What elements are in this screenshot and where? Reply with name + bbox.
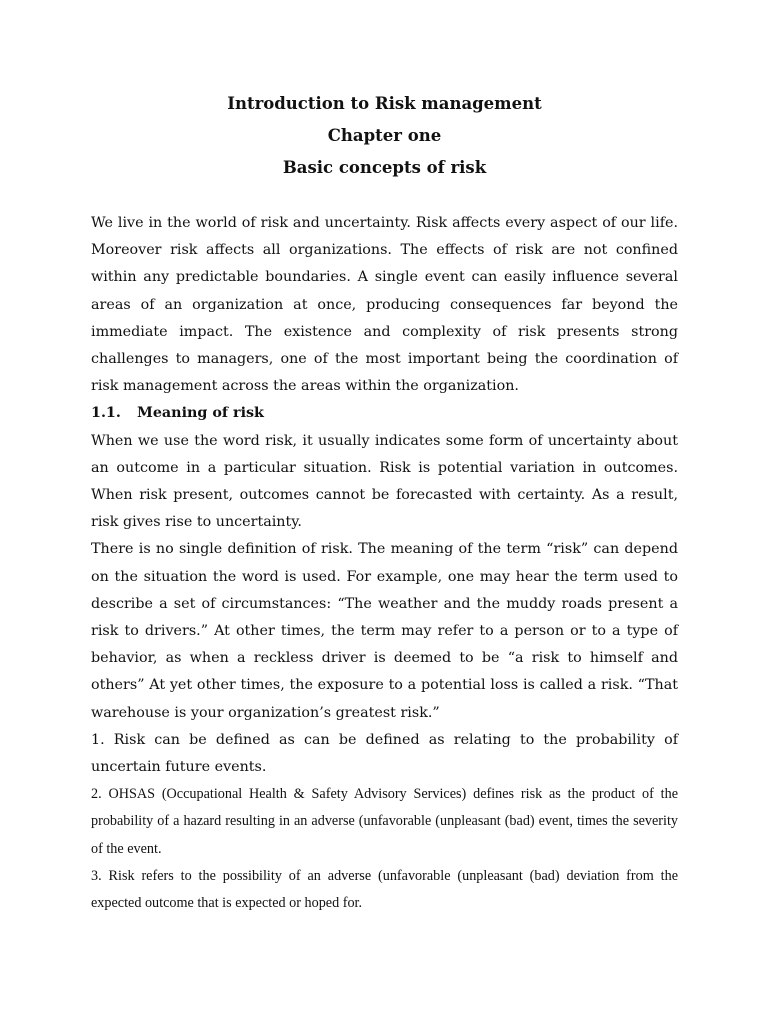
- meaning-paragraph: When we use the word risk, it usually indicates some form of uncertainty about an outcome in a particular situation. Risk is potential variation in outcomes. When risk present, outcomes cannot be forecasted with certainty. As a result, risk gives rise to uncertainty.: [91, 432, 678, 531]
- document-page: [91, 88, 678, 917]
- list-item-2: 2. OHSAS (Occupational Health & Safety Advisory Services) defines risk as the product of the probability of a hazard resulting in an adverse (unfavorable (unpleasant (bad) event, times the severity of the event.: [91, 786, 678, 857]
- list-item-1: 1. Risk can be defined as can be defined as relating to the probability of uncertain future events.: [91, 731, 678, 776]
- list-item-3: 3. Risk refers to the possibility of an adverse (unfavorable (unpleasant (bad) deviation from the expected outcome that is expected or hoped for.: [91, 867, 678, 912]
- chapter-title: Chapter one: [327, 126, 442, 145]
- section-title: Meaning of risk: [137, 405, 264, 422]
- document-title: Introduction to Risk management: [227, 94, 542, 113]
- title-block: [91, 88, 678, 184]
- intro-paragraph: We live in the world of risk and uncertainty. Risk affects every aspect of our life. Moreover risk affects all organizations. The effects of risk are not confined within any predictable boundaries. A single event can easily influence several areas of an organization at once, producing consequences far beyond the immediate impact. The existence and complexity of risk presents strong challenges to managers, one of the most important being the coordination of risk management across the areas within the organization.: [91, 215, 678, 395]
- definition-paragraph: There is no single definition of risk. The meaning of the term “risk” can depend on the situation the word is used. For example, one may hear the term used to describe a set of circumstances: “The weather and the muddy roads present a risk to drivers.” At other times, the term may refer to a person or to a type of behavior, as when a reckless driver is deemed to be “a risk to himself and others” At yet other times, the exposure to a potential loss is called a risk. “That warehouse is your organization’s greatest risk.”: [91, 541, 678, 721]
- section-number: 1.1.: [91, 405, 121, 422]
- chapter-subtitle: Basic concepts of risk: [282, 158, 487, 177]
- section-heading: [91, 400, 678, 427]
